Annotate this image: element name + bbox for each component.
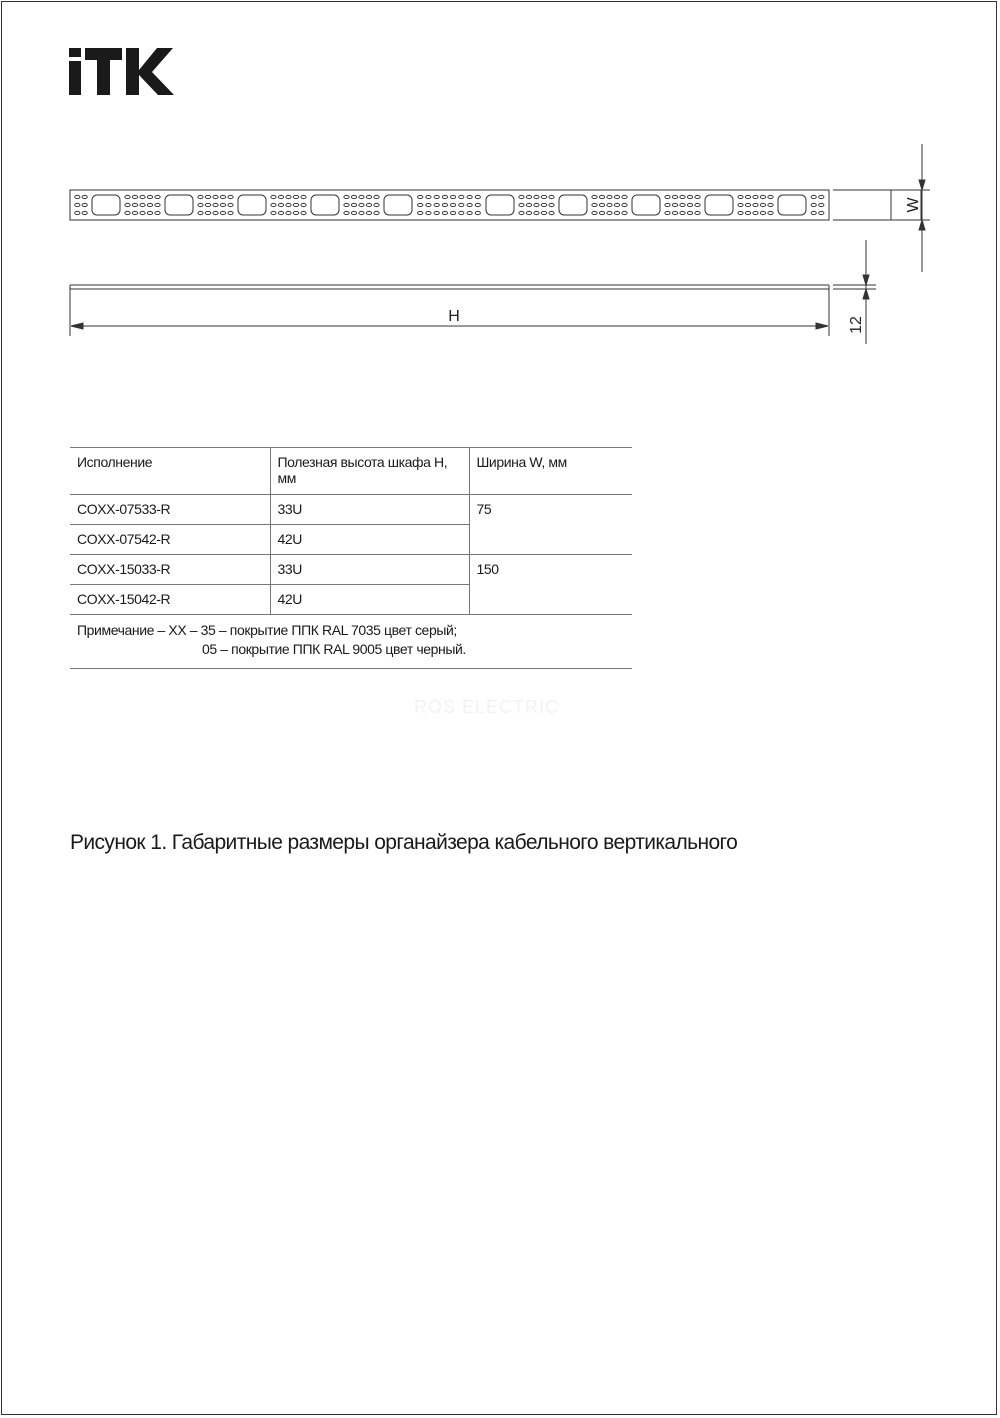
mounting-hole	[198, 211, 203, 214]
cable-slot	[486, 195, 514, 215]
mounting-hole	[286, 203, 291, 206]
cable-slot	[165, 195, 193, 215]
mounting-hole	[680, 195, 685, 198]
mounting-hole	[614, 195, 619, 198]
height-label: H	[448, 308, 460, 325]
mounting-hole	[541, 203, 546, 206]
header-height: Полезная высота шкафа H, мм	[270, 448, 469, 495]
mounting-hole	[132, 211, 137, 214]
mounting-hole	[351, 211, 356, 214]
mounting-hole	[607, 203, 612, 206]
mounting-hole	[286, 211, 291, 214]
mounting-hole	[344, 195, 349, 198]
mounting-hole	[132, 195, 137, 198]
mounting-hole	[541, 211, 546, 214]
mounting-hole	[293, 203, 298, 206]
mounting-hole	[366, 195, 371, 198]
mounting-hole	[75, 211, 80, 214]
note-line-1: Примечание – XX – 35 – покрытие ППК RAL 7035 цвет серый;	[77, 622, 457, 638]
mounting-hole	[475, 211, 480, 214]
cable-slot	[632, 195, 660, 215]
width-cell: 150	[469, 555, 632, 615]
mounting-hole	[213, 195, 218, 198]
mounting-hole	[549, 211, 554, 214]
mounting-hole	[672, 211, 677, 214]
cable-slot	[238, 195, 266, 215]
mounting-hole	[213, 203, 218, 206]
mounting-hole	[75, 203, 80, 206]
mounting-hole	[592, 203, 597, 206]
mounting-hole	[665, 203, 670, 206]
mounting-hole	[293, 195, 298, 198]
mounting-hole	[745, 203, 750, 206]
mounting-hole	[519, 211, 524, 214]
mounting-hole	[745, 195, 750, 198]
model-cell: COXX-07542-R	[70, 525, 270, 555]
mounting-hole	[213, 211, 218, 214]
mounting-hole	[519, 195, 524, 198]
mounting-hole	[278, 195, 283, 198]
mounting-hole	[293, 211, 298, 214]
mounting-hole	[366, 203, 371, 206]
cable-slot	[384, 195, 412, 215]
mounting-hole	[695, 195, 700, 198]
note-line-2: 05 – покрытие ППК RAL 9005 цвет черный.	[202, 641, 466, 657]
mounting-hole	[205, 211, 210, 214]
mounting-hole	[418, 211, 423, 214]
mounting-hole	[82, 203, 87, 206]
mounting-hole	[140, 203, 145, 206]
mounting-hole	[519, 203, 524, 206]
mounting-hole	[451, 211, 456, 214]
mounting-hole	[140, 195, 145, 198]
mounting-hole	[351, 195, 356, 198]
mounting-hole	[475, 195, 480, 198]
watermark: ROS ELECTRIC	[414, 697, 560, 717]
mounting-hole	[374, 211, 379, 214]
mounting-hole	[228, 211, 233, 214]
mounting-hole	[760, 203, 765, 206]
figure-caption: Рисунок 1. Габаритные размеры органайзера кабельного вертикального	[70, 831, 738, 854]
mounting-hole	[451, 203, 456, 206]
mounting-hole	[768, 195, 773, 198]
mounting-hole	[434, 211, 439, 214]
mounting-hole	[672, 195, 677, 198]
mounting-hole	[534, 195, 539, 198]
mounting-hole	[434, 203, 439, 206]
mounting-hole	[220, 195, 225, 198]
mounting-hole	[687, 211, 692, 214]
organizer-slots	[75, 195, 824, 215]
mounting-hole	[418, 195, 423, 198]
mounting-hole	[607, 195, 612, 198]
height-cell: 33U	[270, 555, 469, 585]
mounting-hole	[599, 195, 604, 198]
mounting-hole	[534, 211, 539, 214]
mounting-hole	[359, 203, 364, 206]
mounting-hole	[220, 203, 225, 206]
mounting-hole	[75, 195, 80, 198]
mounting-hole	[592, 195, 597, 198]
mounting-hole	[687, 203, 692, 206]
mounting-hole	[534, 203, 539, 206]
mounting-hole	[205, 203, 210, 206]
mounting-hole	[819, 195, 824, 198]
mounting-hole	[614, 211, 619, 214]
mounting-hole	[359, 211, 364, 214]
mounting-hole	[442, 203, 447, 206]
mounting-hole	[359, 195, 364, 198]
cable-slot	[92, 195, 120, 215]
mounting-hole	[738, 211, 743, 214]
mounting-hole	[768, 211, 773, 214]
depth-label: 12	[848, 316, 865, 334]
mounting-hole	[301, 203, 306, 206]
mounting-hole	[278, 211, 283, 214]
mounting-hole	[541, 195, 546, 198]
mounting-hole	[366, 211, 371, 214]
mounting-hole	[374, 195, 379, 198]
mounting-hole	[811, 211, 816, 214]
mounting-hole	[351, 203, 356, 206]
cable-slot	[311, 195, 339, 215]
mounting-hole	[147, 211, 152, 214]
mounting-hole	[198, 203, 203, 206]
mounting-hole	[811, 203, 816, 206]
mounting-hole	[665, 211, 670, 214]
mounting-hole	[442, 211, 447, 214]
mounting-hole	[811, 195, 816, 198]
mounting-hole	[768, 203, 773, 206]
mounting-hole	[745, 211, 750, 214]
mounting-hole	[475, 203, 480, 206]
mounting-hole	[614, 203, 619, 206]
mounting-hole	[426, 211, 431, 214]
mounting-hole	[374, 203, 379, 206]
mounting-hole	[125, 195, 130, 198]
model-cell: COXX-15033-R	[70, 555, 270, 585]
table-note-row	[70, 615, 632, 669]
mounting-hole	[155, 203, 160, 206]
width-label: W	[905, 197, 922, 213]
mounting-hole	[155, 195, 160, 198]
mounting-hole	[680, 203, 685, 206]
mounting-hole	[451, 195, 456, 198]
mounting-hole	[687, 195, 692, 198]
note-cell	[70, 615, 632, 669]
mounting-hole	[286, 195, 291, 198]
mounting-hole	[228, 203, 233, 206]
height-cell: 42U	[270, 525, 469, 555]
mounting-hole	[198, 195, 203, 198]
table-row	[70, 495, 632, 525]
mounting-hole	[140, 211, 145, 214]
mounting-hole	[672, 203, 677, 206]
model-cell: COXX-07533-R	[70, 495, 270, 525]
mounting-hole	[344, 211, 349, 214]
mounting-hole	[344, 203, 349, 206]
mounting-hole	[753, 203, 758, 206]
header-width: Ширина W, мм	[469, 448, 632, 495]
height-cell: 42U	[270, 585, 469, 615]
mounting-hole	[467, 195, 472, 198]
mounting-hole	[738, 203, 743, 206]
mounting-hole	[680, 211, 685, 214]
mounting-hole	[434, 195, 439, 198]
mounting-hole	[205, 195, 210, 198]
mounting-hole	[526, 203, 531, 206]
height-cell: 33U	[270, 495, 469, 525]
mounting-hole	[599, 203, 604, 206]
mounting-hole	[147, 195, 152, 198]
mounting-hole	[426, 203, 431, 206]
width-cell: 75	[469, 495, 632, 555]
mounting-hole	[459, 195, 464, 198]
mounting-hole	[271, 203, 276, 206]
mounting-hole	[526, 195, 531, 198]
mounting-hole	[607, 211, 612, 214]
mounting-hole	[459, 203, 464, 206]
organizer-drawing	[0, 0, 1000, 360]
mounting-hole	[753, 211, 758, 214]
mounting-hole	[695, 211, 700, 214]
mounting-hole	[442, 195, 447, 198]
top-view	[70, 190, 829, 220]
mounting-hole	[418, 203, 423, 206]
mounting-hole	[426, 195, 431, 198]
cable-slot	[559, 195, 587, 215]
mounting-hole	[665, 195, 670, 198]
mounting-hole	[155, 211, 160, 214]
mounting-hole	[526, 211, 531, 214]
mounting-hole	[695, 203, 700, 206]
mounting-hole	[125, 203, 130, 206]
mounting-hole	[147, 203, 152, 206]
mounting-hole	[82, 211, 87, 214]
mounting-hole	[622, 203, 627, 206]
mounting-hole	[220, 211, 225, 214]
mounting-hole	[622, 195, 627, 198]
model-cell: COXX-15042-R	[70, 585, 270, 615]
mounting-hole	[301, 211, 306, 214]
mounting-hole	[125, 211, 130, 214]
mounting-hole	[82, 195, 87, 198]
mounting-hole	[549, 203, 554, 206]
mounting-hole	[760, 195, 765, 198]
mounting-hole	[271, 211, 276, 214]
mounting-hole	[271, 195, 276, 198]
mounting-hole	[228, 195, 233, 198]
specification-table	[70, 447, 632, 669]
header-model: Исполнение	[70, 448, 270, 495]
mounting-hole	[549, 195, 554, 198]
mounting-hole	[301, 195, 306, 198]
cable-slot	[778, 195, 806, 215]
table-header-row	[70, 448, 632, 495]
mounting-hole	[760, 211, 765, 214]
cable-slot	[705, 195, 733, 215]
mounting-hole	[467, 211, 472, 214]
mounting-hole	[738, 195, 743, 198]
mounting-hole	[592, 211, 597, 214]
mounting-hole	[459, 211, 464, 214]
mounting-hole	[622, 211, 627, 214]
mounting-hole	[467, 203, 472, 206]
mounting-hole	[278, 203, 283, 206]
mounting-hole	[819, 203, 824, 206]
mounting-hole	[132, 203, 137, 206]
table-row	[70, 555, 632, 585]
mounting-hole	[753, 195, 758, 198]
mounting-hole	[819, 211, 824, 214]
mounting-hole	[599, 211, 604, 214]
